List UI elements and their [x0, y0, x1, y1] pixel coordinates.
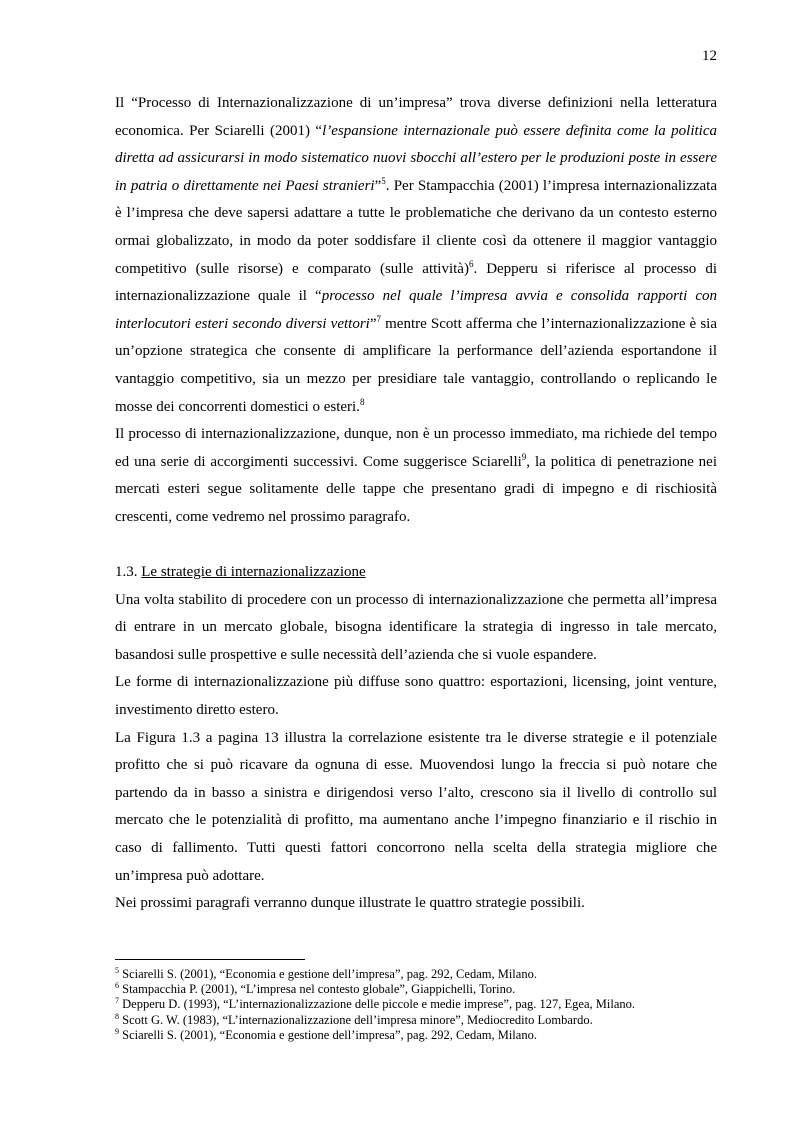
section-heading — [115, 559, 717, 587]
footnote-ref-7[interactable]: 7 — [376, 313, 381, 324]
footnote-ref-8[interactable]: 8 — [359, 396, 365, 407]
footnote-text: Depperu D. (1993), “L’internazionalizzazione delle piccole e medie imprese”, pag. 127, Egea, Milano. — [119, 997, 635, 1012]
text-run: . Per Stampacchia (2001) l’impresa internazionalizzata è l’impresa che deve sapersi adattare a tutte le problematiche che derivano da un contesto esterno ormai globalizzato, in modo da poter soddisfare il cliente così da ottenere il maggior vantaggio competitivo (sulle risorse) e comparato (sulle attività) — [115, 177, 717, 277]
paragraph-definitions — [115, 90, 717, 421]
paragraph-strategy-entry: Una volta stabilito di procedere con un processo di internazionalizzazione che permetta all’impresa di entrare in un mercato globale, bisogna identificare la strategia di ingresso in tale mercato, basandosi sulle prospettive e sulle necessità dell’azienda che si vuole espandere. — [115, 591, 717, 663]
section-spacer — [115, 532, 717, 560]
text-run: mentre Scott afferma che l’internazionalizzazione è sia un’opzione strategica che consente di amplificare la performance dell’azienda esportandone il vantaggio competitivo, sia un mezzo per presidiare tale vantaggio, controllando o replicando le mosse dei concorrenti domestici o esteri. — [115, 315, 717, 415]
text-run: Il processo di internazionalizzazione, dunque, non è un processo immediato, ma richiede del tempo ed una serie di accorgimenti successivi. Come suggerisce Sciarelli — [115, 426, 717, 470]
paragraph-next: Nei prossimi paragrafi verranno dunque illustrate le quattro strategie possibili. — [115, 895, 585, 912]
footnote-5 — [115, 967, 717, 982]
text-run: Il “Processo di Internazionalizzazione di un’impresa” trova diverse definizioni nella letteratura economica. Per Sciarelli (2001) “ — [115, 95, 717, 139]
footnote-number: 9 — [115, 1026, 119, 1036]
footnote-text: Scott G. W. (1983), “L’internazionalizzazione dell’impresa minore”, Mediocredito Lombardo. — [119, 1012, 593, 1027]
section-number: 1.3. — [115, 564, 138, 581]
paragraph-process — [115, 421, 717, 531]
footnote-ref-5[interactable]: 5 — [381, 175, 386, 186]
footnote-ref-9[interactable]: 9 — [521, 451, 527, 462]
footnote-separator — [115, 959, 305, 960]
footnote-number: 5 — [115, 965, 119, 975]
footnote-7 — [115, 997, 717, 1012]
footnote-text: Sciarelli S. (2001), “Economia e gestione dell’impresa”, pag. 292, Cedam, Milano. — [119, 1027, 537, 1042]
text-run: ” — [374, 177, 382, 194]
footnote-ref-6[interactable]: 6 — [468, 258, 474, 269]
footnote-text: Stampacchia P. (2001), “L’impresa nel contesto globale”, Giappichelli, Torino. — [119, 982, 516, 997]
text-run: . Depperu si riferisce al processo di internazionalizzazione quale il “ — [115, 260, 717, 305]
paragraph-forms: Le forme di internazionalizzazione più diffuse sono quattro: esportazioni, licensing, joint venture, investimento diretto estero. — [115, 674, 717, 719]
section-title: Le strategie di internazionalizzazione — [141, 564, 366, 581]
footnote-number: 7 — [115, 996, 119, 1006]
paragraph-figure-reference: La Figura 1.3 a pagina 13 illustra la correlazione esistente tra le diverse strategie e il potenziale profitto che si può ricavare da ognuna di esse. Muovendosi lungo la freccia si può notare che partendo da in basso a sinistra e dirigendosi verso l’alto, crescono sia il livello di controllo sul mercato che le potenzialità di profitto, ma aumentano anche l’impegno finanziario e il rischio in caso di fallimento. Tutti questi fattori concorrono nella scelta della strategia migliore che un’impresa può adottare. — [115, 729, 717, 884]
footnotes — [115, 959, 717, 1043]
footnote-9 — [115, 1028, 717, 1043]
footnote-8 — [115, 1013, 717, 1028]
quote-sciarelli: l’espansione internazionale può essere definita come la politica diretta ad assicurarsi in modo sistematico nuovi sbocchi all’estero per le produzioni poste in essere in patria o direttamente nei Paesi stranieri — [115, 122, 717, 194]
document-body — [115, 90, 717, 918]
quote-depperu: processo nel quale l’impresa avvia e consolida rapporti con interlocutori esteri secondo diversi vettori — [115, 288, 717, 332]
text-run: , la politica di penetrazione nei mercati esteri segue solitamente delle tappe che presentano gradi di impegno e di rischiosità crescenti, come vedremo nel prossimo paragrafo. — [115, 453, 718, 525]
footnote-number: 8 — [115, 1011, 119, 1021]
page-number: 12 — [702, 48, 717, 64]
footnote-6 — [115, 982, 717, 997]
text-run: ” — [369, 315, 377, 332]
footnote-number: 6 — [115, 981, 119, 991]
footnote-text: Sciarelli S. (2001), “Economia e gestione dell’impresa”, pag. 292, Cedam, Milano. — [119, 967, 537, 981]
